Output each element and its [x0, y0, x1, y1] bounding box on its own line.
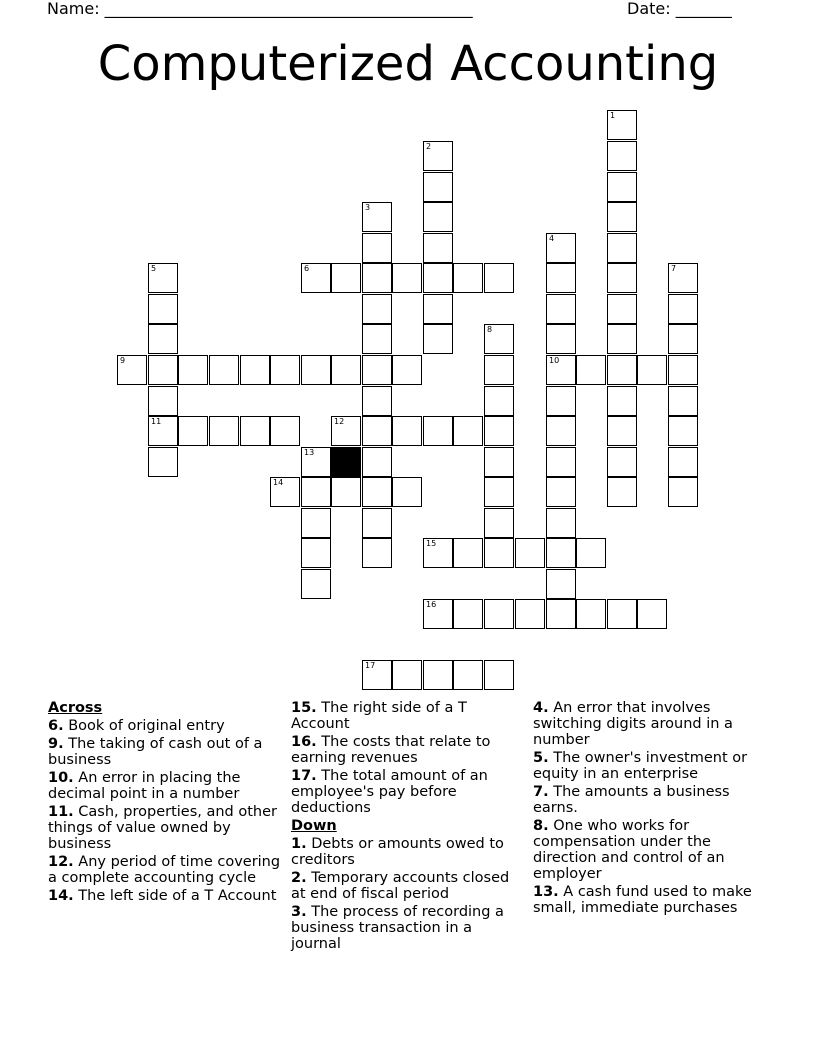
grid-cell[interactable] — [392, 355, 422, 385]
grid-cell[interactable] — [484, 324, 514, 354]
grid-cell[interactable] — [423, 660, 453, 690]
grid-cell[interactable] — [301, 508, 331, 538]
grid-cell[interactable] — [148, 355, 178, 385]
clue: 5. The owner's investment or equity in an enterprise — [533, 750, 748, 782]
grid-cell[interactable] — [668, 324, 698, 354]
grid-cell[interactable] — [546, 569, 576, 599]
grid-cell[interactable] — [362, 324, 392, 354]
grid-cell[interactable] — [607, 263, 637, 293]
clue: 3. The process of recording a business transaction in a journal — [291, 904, 504, 952]
clue: 1. Debts or amounts owed to creditors — [291, 836, 504, 868]
grid-cell[interactable] — [423, 141, 453, 171]
grid-cell[interactable] — [515, 599, 545, 629]
grid-cell[interactable] — [392, 416, 422, 446]
cell-number: 11 — [151, 417, 162, 426]
grid-cell[interactable] — [546, 324, 576, 354]
grid-cell[interactable] — [515, 538, 545, 568]
grid-cell[interactable] — [637, 599, 667, 629]
clue: 10. An error in placing the decimal point in a number — [48, 770, 241, 802]
cell-number: 16 — [426, 600, 437, 609]
cell-number: 17 — [365, 661, 376, 670]
grid-cell[interactable] — [607, 202, 637, 232]
clue-number: 15. — [291, 700, 317, 716]
clue: 16. The costs that relate to earning revenues — [291, 734, 491, 766]
grid-cell[interactable] — [270, 355, 300, 385]
clue-number: 9. — [48, 736, 64, 752]
grid-cell[interactable] — [148, 324, 178, 354]
grid-cell[interactable] — [576, 599, 606, 629]
grid-cell[interactable] — [148, 447, 178, 477]
grid-cell[interactable] — [423, 202, 453, 232]
clue: 6. Book of original entry — [48, 718, 225, 734]
clue-number: 16. — [291, 734, 317, 750]
clue: 4. An error that involves switching digits around in a number — [533, 700, 733, 748]
clue: 7. The amounts a business earns. — [533, 784, 730, 816]
grid-cell[interactable] — [546, 508, 576, 538]
grid-cell[interactable] — [484, 447, 514, 477]
section-title: Down — [291, 818, 337, 834]
clue-column-3 — [533, 700, 768, 918]
grid-cell[interactable] — [546, 477, 576, 507]
grid-cell[interactable] — [607, 141, 637, 171]
grid-cell[interactable] — [668, 355, 698, 385]
clue-number: 13. — [533, 884, 559, 900]
clue-column-2 — [291, 700, 526, 954]
cell-number: 1 — [610, 111, 616, 120]
grid-cell[interactable] — [240, 355, 270, 385]
cell-number: 14 — [273, 478, 284, 487]
grid-cell[interactable] — [607, 477, 637, 507]
grid-cell[interactable] — [453, 660, 483, 690]
cell-number: 4 — [549, 234, 555, 243]
grid-cell[interactable] — [362, 477, 392, 507]
grid-cell[interactable] — [546, 447, 576, 477]
clue-number: 8. — [533, 818, 549, 834]
grid-cell[interactable] — [362, 355, 392, 385]
date-line: Date: _______ — [627, 0, 732, 18]
grid-cell[interactable] — [331, 477, 361, 507]
grid-cell[interactable] — [301, 447, 331, 477]
grid-cell[interactable] — [392, 477, 422, 507]
grid-cell[interactable] — [484, 508, 514, 538]
clue-number: 1. — [291, 836, 307, 852]
grid-cell[interactable] — [240, 416, 270, 446]
grid-cell[interactable] — [362, 538, 392, 568]
cell-number: 3 — [365, 203, 371, 212]
grid-cell[interactable] — [607, 294, 637, 324]
grid-cell[interactable] — [546, 416, 576, 446]
grid-cell[interactable] — [607, 447, 637, 477]
grid-cell[interactable] — [362, 233, 392, 263]
grid-cell[interactable] — [576, 538, 606, 568]
grid-cell[interactable] — [546, 294, 576, 324]
grid-cell[interactable] — [362, 447, 392, 477]
clue: 14. The left side of a T Account — [48, 888, 277, 904]
grid-cell[interactable] — [301, 538, 331, 568]
clue: 2. Temporary accounts closed at end of fiscal period — [291, 870, 510, 902]
cell-number: 13 — [304, 448, 315, 457]
grid-cell[interactable] — [301, 263, 331, 293]
grid-cell[interactable] — [362, 294, 392, 324]
grid-cell[interactable] — [668, 447, 698, 477]
clue-number: 4. — [533, 700, 549, 716]
grid-cell[interactable] — [301, 477, 331, 507]
cell-number: 15 — [426, 539, 437, 548]
grid-cell[interactable] — [546, 599, 576, 629]
clue-number: 14. — [48, 888, 74, 904]
cell-number: 2 — [426, 142, 432, 151]
grid-cell[interactable] — [607, 233, 637, 263]
clue-number: 12. — [48, 854, 74, 870]
cell-number: 10 — [549, 356, 560, 365]
grid-cell[interactable] — [576, 355, 606, 385]
grid-cell[interactable] — [362, 386, 392, 416]
grid-cell[interactable] — [148, 294, 178, 324]
grid-cell[interactable] — [331, 355, 361, 385]
grid-cell[interactable] — [484, 263, 514, 293]
clue-column-1 — [48, 700, 283, 906]
grid-cell[interactable] — [607, 416, 637, 446]
cell-number: 8 — [487, 325, 493, 334]
grid-cell[interactable] — [423, 599, 453, 629]
grid-cell[interactable] — [546, 233, 576, 263]
clue-number: 11. — [48, 804, 74, 820]
grid-cell[interactable] — [484, 599, 514, 629]
grid-cell[interactable] — [117, 355, 147, 385]
grid-cell[interactable] — [668, 294, 698, 324]
grid-cell[interactable] — [607, 324, 637, 354]
cell-number: 9 — [120, 356, 126, 365]
grid-cell[interactable] — [546, 355, 576, 385]
clue-number: 6. — [48, 718, 64, 734]
grid-cell[interactable] — [362, 202, 392, 232]
grid-cell[interactable] — [453, 263, 483, 293]
clue-number: 3. — [291, 904, 307, 920]
grid-cell[interactable] — [607, 386, 637, 416]
clue-number: 17. — [291, 768, 317, 784]
grid-cell[interactable] — [453, 416, 483, 446]
grid-cell[interactable] — [546, 386, 576, 416]
grid-cell[interactable] — [270, 416, 300, 446]
grid-cell[interactable] — [423, 172, 453, 202]
grid-cell[interactable] — [484, 386, 514, 416]
grid-cell[interactable] — [301, 355, 331, 385]
grid-cell[interactable] — [362, 508, 392, 538]
cell-number: 12 — [334, 417, 345, 426]
grid-cell[interactable] — [423, 233, 453, 263]
grid-cell[interactable] — [423, 538, 453, 568]
grid-cell[interactable] — [148, 263, 178, 293]
grid-cell[interactable] — [362, 416, 392, 446]
clue: 8. One who works for compensation under the direction and control of an employer — [533, 818, 725, 882]
clue: 9. The taking of cash out of a business — [48, 736, 263, 768]
clue-number: 10. — [48, 770, 74, 786]
grid-cell[interactable] — [484, 660, 514, 690]
grid-cell[interactable] — [392, 263, 422, 293]
section-title: Across — [48, 700, 103, 716]
grid-cell[interactable] — [209, 416, 239, 446]
grid-cell[interactable] — [423, 324, 453, 354]
grid-cell[interactable] — [484, 538, 514, 568]
black-cell — [331, 447, 361, 477]
cell-number: 5 — [151, 264, 157, 273]
grid-cell[interactable] — [453, 599, 483, 629]
grid-cell[interactable] — [331, 416, 361, 446]
grid-cell[interactable] — [148, 386, 178, 416]
grid-cell[interactable] — [362, 263, 392, 293]
clue: 12. Any period of time covering a complete accounting cycle — [48, 854, 281, 886]
clue: 13. A cash fund used to make small, immediate purchases — [533, 884, 752, 916]
grid-cell[interactable] — [484, 355, 514, 385]
clue: 17. The total amount of an employee's pay before deductions — [291, 768, 488, 816]
grid-cell[interactable] — [546, 538, 576, 568]
cell-number: 6 — [304, 264, 310, 273]
clue: 15. The right side of a T Account — [291, 700, 467, 732]
grid-cell[interactable] — [423, 263, 453, 293]
page-title: Computerized Accounting — [97, 36, 719, 92]
grid-cell[interactable] — [546, 263, 576, 293]
clue-number: 7. — [533, 784, 549, 800]
clue: 11. Cash, properties, and other things of value owned by business — [48, 804, 277, 852]
grid-cell[interactable] — [148, 416, 178, 446]
grid-cell[interactable] — [484, 416, 514, 446]
grid-cell[interactable] — [668, 386, 698, 416]
grid-cell[interactable] — [178, 355, 208, 385]
grid-cell[interactable] — [607, 599, 637, 629]
grid-cell[interactable] — [301, 569, 331, 599]
grid-cell[interactable] — [484, 477, 514, 507]
grid-cell[interactable] — [668, 477, 698, 507]
clue-number: 2. — [291, 870, 307, 886]
grid-cell[interactable] — [668, 263, 698, 293]
grid-cell[interactable] — [453, 538, 483, 568]
grid-cell[interactable] — [423, 294, 453, 324]
grid-cell[interactable] — [637, 355, 667, 385]
grid-cell[interactable] — [178, 416, 208, 446]
grid-cell[interactable] — [607, 172, 637, 202]
grid-cell[interactable] — [607, 110, 637, 140]
cell-number: 7 — [671, 264, 677, 273]
name-line: Name: ______________________________________________ — [47, 0, 473, 18]
grid-cell[interactable] — [362, 660, 392, 690]
grid-cell[interactable] — [607, 355, 637, 385]
grid-cell[interactable] — [209, 355, 239, 385]
grid-cell[interactable] — [423, 416, 453, 446]
grid-cell[interactable] — [668, 416, 698, 446]
clue-number: 5. — [533, 750, 549, 766]
grid-cell[interactable] — [270, 477, 300, 507]
grid-cell[interactable] — [331, 263, 361, 293]
grid-cell[interactable] — [392, 660, 422, 690]
